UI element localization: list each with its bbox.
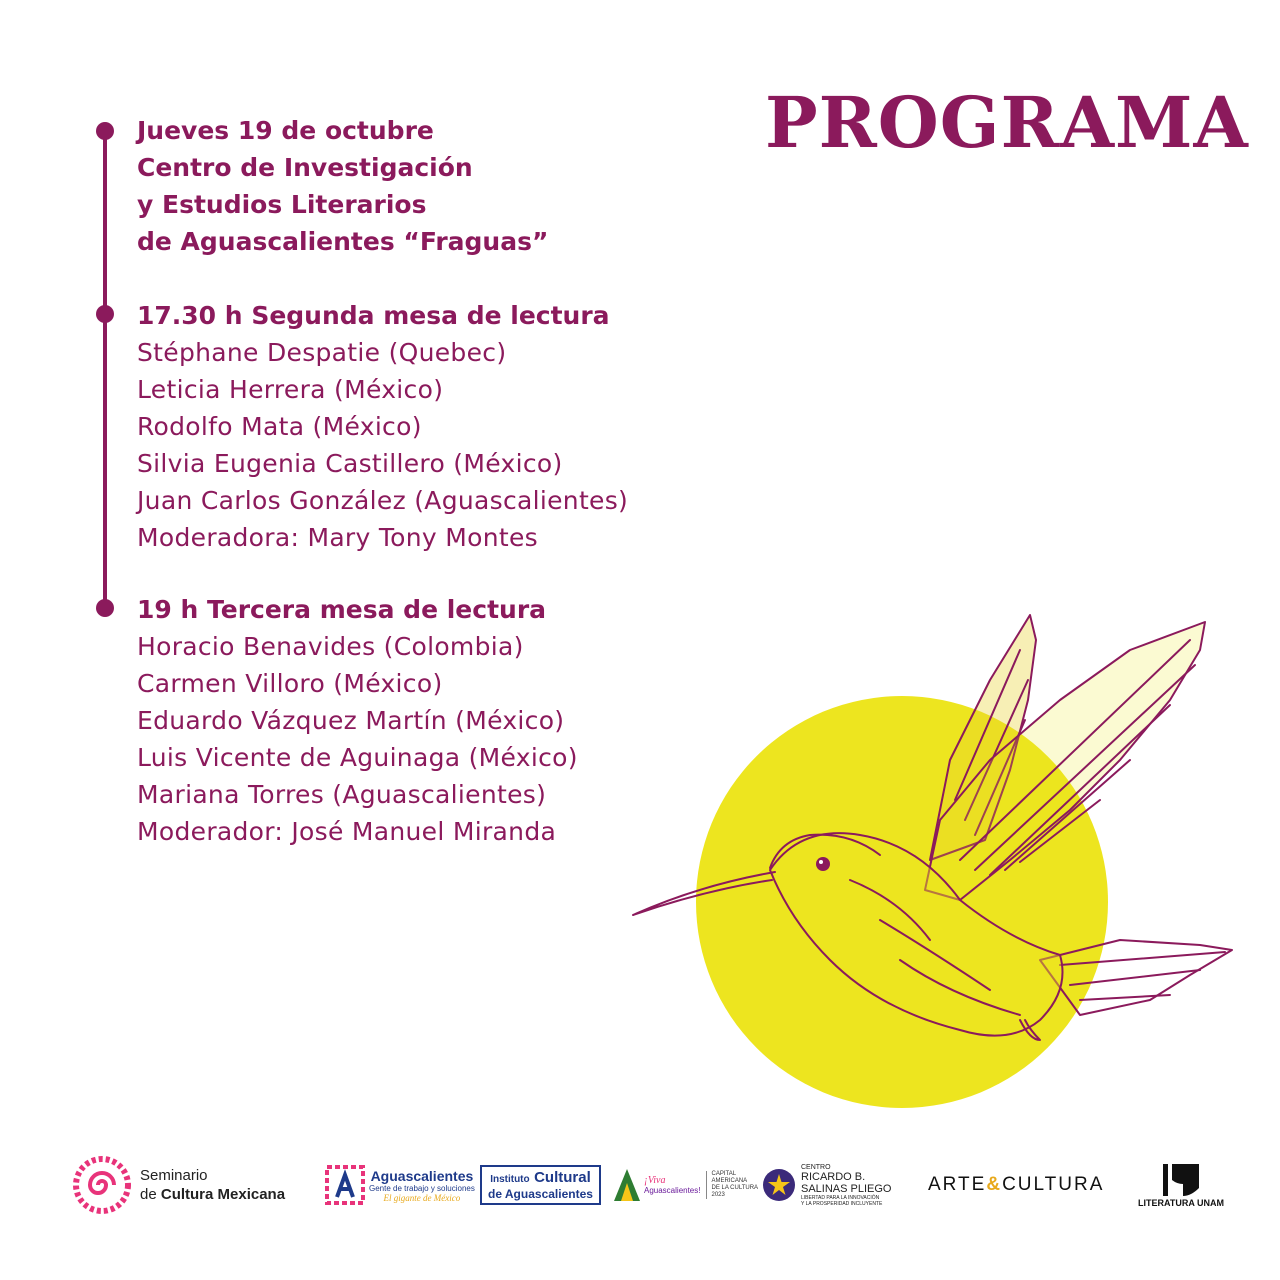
seminario-line1: Seminario xyxy=(140,1167,208,1184)
capital-a-icon xyxy=(612,1167,642,1203)
participant: Rodolfo Mata (México) xyxy=(137,412,422,441)
capital-year: 2023 xyxy=(711,1192,725,1198)
aguascalientes-a-icon xyxy=(325,1165,365,1205)
timeline-dot-date xyxy=(96,122,114,140)
participant: Horacio Benavides (Colombia) xyxy=(137,632,524,661)
unam-book-icon xyxy=(1161,1162,1201,1198)
hummingbird-illustration xyxy=(600,600,1260,1120)
participant: Juan Carlos González (Aguascalientes) xyxy=(137,486,629,515)
aguascalientes-name: Aguascalientes xyxy=(370,1167,474,1184)
salinas-tagline2: Y LA PROSPERIDAD INCLUYENTE xyxy=(801,1200,883,1207)
salinas-line1: CENTRO xyxy=(801,1163,831,1171)
ampersand: & xyxy=(986,1174,1003,1195)
timeline-dot-session2 xyxy=(96,305,114,323)
moderator: Moderador: José Manuel Miranda xyxy=(137,817,557,846)
participant: Carmen Villoro (México) xyxy=(137,669,443,698)
participant: Leticia Herrera (México) xyxy=(137,375,444,404)
seminario-cultura: Cultura Mexicana xyxy=(160,1186,286,1203)
participant: Eduardo Vázquez Martín (México) xyxy=(137,706,565,735)
salinas-tagline1: LIBERTAD PARA LA INNOVACIÓN xyxy=(801,1194,880,1201)
aguascalientes-slogan: El gigante de México xyxy=(383,1192,461,1203)
venue-line: y Estudios Literarios xyxy=(137,190,427,219)
salinas-line3: SALINAS PLIEGO xyxy=(801,1182,892,1195)
arte-cultura-logo xyxy=(928,1150,1104,1220)
unam-label: LITERATURA UNAM xyxy=(1138,1198,1224,1208)
salinas-star-icon xyxy=(762,1168,796,1202)
session-name: Tercera mesa de lectura xyxy=(207,595,547,624)
arte-word: ARTE xyxy=(928,1174,987,1195)
cultura-word: CULTURA xyxy=(1002,1174,1105,1195)
capital-line2: AMERICANA xyxy=(711,1178,748,1184)
venue-line: Centro de Investigación xyxy=(137,153,473,182)
timeline-line xyxy=(103,130,107,608)
seminario-logo xyxy=(72,1150,285,1220)
session-2-block xyxy=(137,297,628,556)
bird-eye xyxy=(816,857,830,871)
capital-line3: DE LA CULTURA xyxy=(711,1185,759,1191)
session-3-block xyxy=(137,591,578,850)
salinas-line2: RICARDO B. xyxy=(801,1170,866,1183)
session-name: Segunda mesa de lectura xyxy=(251,301,610,330)
salinas-pliego-logo xyxy=(762,1150,891,1220)
instituto-line2: de Aguascalientes xyxy=(488,1187,593,1201)
page-title: PROGRAMA xyxy=(765,81,1249,164)
instituto-small: Instituto xyxy=(490,1174,530,1185)
capital-viva: ¡Viva xyxy=(644,1175,666,1186)
session-heading xyxy=(137,297,628,334)
moderator: Moderadora: Mary Tony Montes xyxy=(137,523,538,552)
capital-cultura-logo xyxy=(612,1150,758,1220)
timeline-dot-session3 xyxy=(96,599,114,617)
session-heading xyxy=(137,591,578,628)
literatura-unam-logo xyxy=(1138,1150,1224,1220)
aguascalientes-tagline: Gente de trabajo y soluciones xyxy=(369,1183,475,1193)
date-venue-block xyxy=(137,112,548,260)
session-time: 19 h xyxy=(137,595,199,624)
venue-line: de Aguascalientes “Fraguas” xyxy=(137,227,549,256)
date-line: Jueves 19 de octubre xyxy=(137,116,434,145)
session-time: 17.30 h xyxy=(137,301,243,330)
instituto-cultural-logo xyxy=(480,1150,601,1220)
seminario-de: de xyxy=(140,1186,157,1203)
instituto-big: Cultural xyxy=(534,1169,591,1186)
participant: Mariana Torres (Aguascalientes) xyxy=(137,780,547,809)
sponsor-logos-footer xyxy=(0,1150,1280,1230)
aguascalientes-logo xyxy=(325,1150,475,1220)
capital-brand: Aguascalientes! xyxy=(644,1186,701,1195)
participant: Stéphane Despatie (Quebec) xyxy=(137,338,507,367)
seminario-spiral-icon xyxy=(72,1155,132,1215)
capital-line1: CAPITAL xyxy=(711,1171,737,1177)
participant: Luis Vicente de Aguinaga (México) xyxy=(137,743,578,772)
participant: Silvia Eugenia Castillero (México) xyxy=(137,449,563,478)
